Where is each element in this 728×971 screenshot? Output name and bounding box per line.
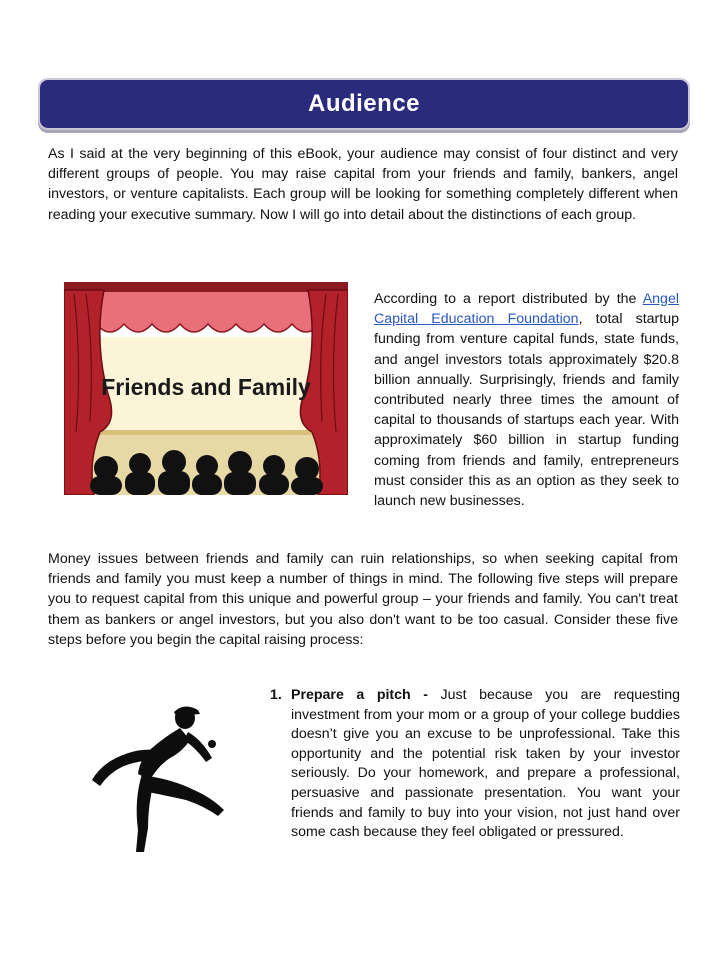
funding-sidebar-text [374,289,679,511]
list-item [270,686,680,843]
step-title: Prepare a pitch - [291,687,428,703]
friends-and-family-stage-image [64,282,348,495]
intro-paragraph: As I said at the very beginning of this eBook, your audience may consist of four distinct and very different groups of people. You may raise capital from your friends and family, bankers, angel investors, or venture capitalists. Each group will be looking for something completely different when reading your executive summary. Now I will go into detail about the distinctions of each group. [48,146,678,223]
money-issues-paragraph: Money issues between friends and family can ruin relationships, so when seeking capital from friends and family you must keep a number of things in mind. The following five steps will prepare you to request capital from this unique and powerful group – your friends and family. You can't treat them as bankers or angel investors, but you also don't want to be too casual. Consider these five steps before you begin the capital raising process: [48,551,678,648]
step-number: 1. [270,687,282,703]
image-caption: Friends and Family [101,374,311,400]
baseball-pitcher-silhouette [86,700,236,855]
sidebar-text-end: , total startup funding from venture capital funds, state funds, and angel investors totals approximately $20.8 billion annually. Surprisingly, friends and family contributed nearly three times the amount of capital to thousands of startups each year. With approximately $60 billion in startup funding coming from friends and family, entrepreneurs must consider this as an option as they seek to launch new businesses. [374,311,679,510]
angel-capital-education-foundation-link[interactable]: Angel Capital Education Foundation [374,291,679,328]
step-body: Just because you are requesting investment from your mom or a group of your college buddies doesn’t give you an excuse to be unprofessional. Take this opportunity and the potential risk taken by your investor seriously. Do your homework, and prepare a professional, persuasive and passionate presentation. You want your friends and family to buy into your vision, not just hand over some cash because they feel obligated or pressured. [291,687,680,841]
section-title: Audience [307,90,421,117]
section-title-banner [40,80,688,128]
sidebar-text-start: According to a report distributed by the [374,291,643,307]
five-steps-list [270,686,680,843]
